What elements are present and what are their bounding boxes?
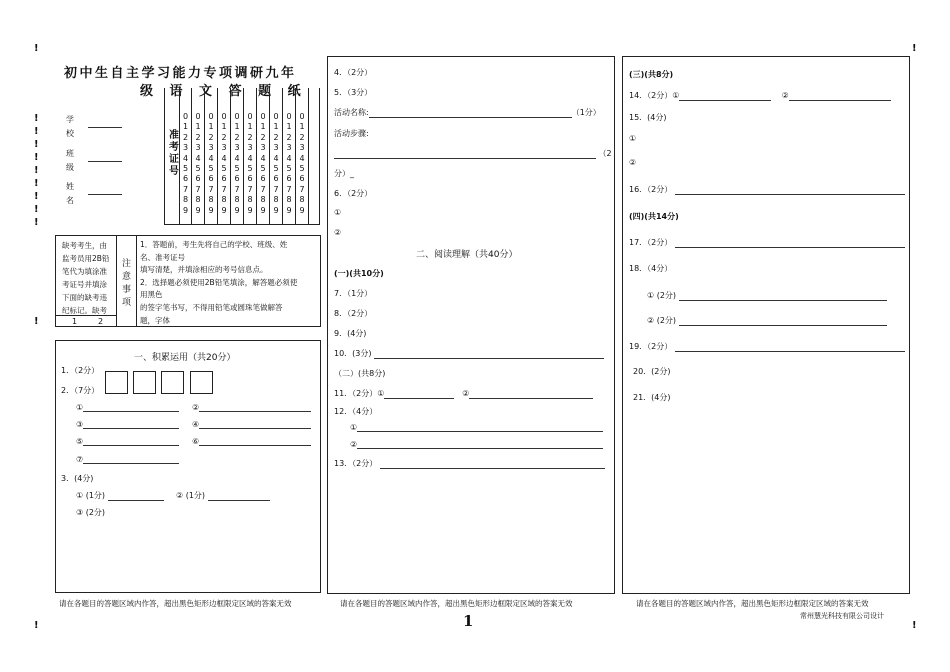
exam-id-digit[interactable]: 2 (195, 132, 201, 142)
question-20: 20．(2分) (633, 367, 671, 376)
exam-id-digit[interactable]: 0 (195, 112, 201, 121)
exam-id-digit[interactable]: 5 (286, 164, 292, 174)
exam-id-digit[interactable]: 7 (208, 184, 214, 194)
question-9: 9．(4分) (334, 329, 367, 338)
exam-id-digit[interactable]: 6 (247, 174, 253, 184)
exam-id-digit[interactable]: 0 (286, 112, 292, 121)
exam-id-digit[interactable]: 3 (273, 143, 279, 153)
question-13[interactable]: 13．（2分） (334, 458, 605, 469)
exam-id-digit[interactable]: 3 (247, 143, 253, 153)
alignment-mark: ! (34, 126, 39, 137)
exam-id-digit[interactable]: 1 (208, 122, 214, 132)
exam-id-digit[interactable]: 6 (182, 174, 189, 184)
exam-id-digit[interactable]: 3 (260, 143, 266, 153)
question-3-1[interactable]: ① (1分) (76, 490, 164, 501)
company-credit: 常州慧光科技有限公司设计 (800, 612, 884, 620)
page-subtitle: 级 语 文 答 题 纸 (140, 84, 307, 99)
question-12: 12．（4分） (334, 407, 378, 416)
question-18: 18．（4分） (629, 264, 673, 273)
section2-title: 二、阅读理解（共40分） (416, 250, 518, 260)
activity-steps-line[interactable]: （2 (334, 148, 612, 159)
name-label: 姓名 (66, 182, 74, 205)
section1-answer-box (55, 340, 321, 593)
exam-id-digit[interactable]: 1 (182, 122, 189, 132)
exam-id-digit[interactable]: 3 (299, 143, 305, 153)
question-3-2[interactable]: ② (1分) (176, 490, 270, 501)
absent-line: 监考员用2B铅 (62, 254, 110, 263)
notes-line: 2．选择题必须使用2B铅笔填涂，解答题必须使 (140, 277, 298, 287)
exam-id-column[interactable] (231, 88, 244, 225)
exam-id-column[interactable] (283, 88, 296, 225)
answer-square-3[interactable] (161, 371, 184, 394)
exam-id-digit[interactable]: 8 (221, 195, 227, 205)
answer-square-4[interactable] (190, 371, 213, 394)
page-title: 初中生自主学习能力专项调研九年 (64, 66, 297, 81)
exam-id-digit[interactable]: 5 (182, 164, 189, 174)
footer-notice: 请在各题目的答题区域内作答，超出黑色矩形边框限定区域的答案无效 (340, 599, 573, 608)
school-input-line[interactable] (88, 127, 122, 128)
exam-id-digit[interactable]: 1 (260, 122, 266, 132)
activity-steps-score: 分）_ (334, 169, 354, 178)
alignment-mark: ! (34, 152, 39, 163)
absent-line: 考证号并填涂 (62, 280, 107, 289)
question-3: 3．(4分) (61, 474, 94, 483)
exam-id-digit[interactable]: 5 (299, 164, 305, 174)
exam-id-digit[interactable]: 5 (208, 164, 214, 174)
exam-id-digit[interactable]: 9 (299, 205, 305, 215)
notes-line: 用黑色 (140, 290, 163, 300)
question-18-1[interactable]: ① (2分) (647, 290, 887, 301)
notes-line: 1．答题前，考生先将自己的学校、班级、姓 (140, 240, 288, 249)
exam-id-digit[interactable]: 4 (260, 153, 266, 163)
class-label: 班级 (66, 149, 74, 172)
exam-id-digit[interactable]: 0 (182, 112, 189, 121)
question-12-1[interactable]: ① (350, 423, 603, 432)
question-17[interactable]: 17．（2分） (629, 237, 905, 248)
exam-id-digit[interactable]: 8 (260, 195, 266, 205)
notes-line: 填写清楚，并填涂相应的考号信息点。 (140, 265, 268, 275)
question-1: 1．（2分） (61, 366, 100, 375)
exam-id-digit[interactable]: 8 (195, 195, 201, 205)
school-field[interactable] (66, 113, 75, 141)
alignment-mark: ! (34, 113, 39, 124)
exam-id-digit[interactable]: 1 (299, 122, 305, 132)
exam-id-column[interactable] (270, 88, 283, 225)
notes-label: 注意事项 (122, 259, 132, 308)
notes-text (140, 239, 320, 327)
alignment-mark: ! (34, 620, 39, 631)
alignment-mark: ! (34, 178, 39, 189)
exam-id-digit[interactable]: 2 (208, 132, 214, 142)
exam-id-column[interactable] (205, 88, 218, 225)
alignment-mark: ! (34, 316, 39, 327)
blank-5[interactable]: ⑤ (76, 437, 179, 446)
exam-id-digit[interactable]: 4 (247, 153, 253, 163)
absent-line: 笔代为填涂准 (62, 267, 107, 276)
exam-id-digit[interactable]: 6 (260, 174, 266, 184)
alignment-mark: ! (34, 204, 39, 215)
exam-id-digit[interactable]: 7 (182, 184, 189, 194)
exam-id-digit[interactable]: 8 (234, 195, 240, 205)
exam-id-digit[interactable]: 9 (182, 205, 189, 215)
exam-id-digit[interactable]: 2 (273, 132, 279, 142)
notes-box (55, 235, 321, 327)
exam-id-label: 准考证号 (169, 130, 179, 177)
part4-header: (四)(共14分) (629, 212, 679, 221)
exam-id-column[interactable] (244, 88, 257, 225)
blank-1[interactable]: ① (76, 403, 179, 412)
exam-id-digit[interactable]: 1 (286, 122, 292, 132)
exam-id-digit[interactable]: 3 (195, 143, 201, 153)
exam-id-digit[interactable]: 7 (286, 184, 292, 194)
exam-id-digit[interactable]: 7 (260, 184, 266, 194)
question-7: 7．（1分） (334, 289, 373, 298)
exam-id-digit[interactable]: 3 (234, 143, 240, 153)
question-6-1: ① (334, 208, 342, 217)
exam-id-digit[interactable]: 9 (286, 205, 292, 215)
exam-id-digit[interactable]: 7 (299, 184, 305, 194)
exam-id-digit[interactable]: 2 (299, 132, 305, 142)
exam-id-digit[interactable]: 8 (299, 195, 305, 205)
exam-id-digit[interactable]: 8 (286, 195, 292, 205)
absent-line: 缺考考生，由 (62, 241, 107, 250)
exam-id-digit[interactable]: 1 (195, 122, 201, 132)
exam-id-digit[interactable]: 7 (234, 184, 240, 194)
question-2: 2．（7分） (61, 386, 100, 395)
exam-id-digit[interactable]: 1 (221, 122, 227, 132)
alignment-mark: ! (34, 139, 39, 150)
question-14[interactable]: 14．（2分）① ② (629, 90, 891, 101)
class-field[interactable] (66, 147, 75, 175)
exam-id-column[interactable] (179, 88, 192, 225)
class-input-line[interactable] (88, 161, 122, 162)
blank-2[interactable]: ② (192, 403, 311, 412)
exam-id-digit[interactable]: 2 (234, 132, 240, 142)
question-5: 5．（3分） (334, 88, 373, 97)
alignment-mark: ! (34, 191, 39, 202)
exam-id-digit[interactable]: 5 (260, 164, 266, 174)
column3-answer-box (622, 56, 910, 594)
activity-name[interactable]: 活动名称: （1分） (334, 108, 601, 117)
exam-id-digit[interactable]: 1 (273, 122, 279, 132)
exam-id-digit[interactable]: 2 (260, 132, 266, 142)
alignment-mark: ! (912, 43, 917, 54)
absent-line: 纪标记。缺考 (62, 306, 107, 315)
school-label: 学校 (66, 115, 74, 138)
exam-id-digit[interactable]: 6 (299, 174, 305, 184)
exam-id-digit[interactable]: 4 (195, 153, 201, 163)
exam-id-digit[interactable]: 8 (273, 195, 279, 205)
footer-notice: 请在各题目的答题区域内作答，超出黑色矩形边框限定区域的答案无效 (636, 599, 869, 608)
question-21: 21．(4分) (633, 393, 671, 402)
question-12-2[interactable]: ② (350, 440, 603, 449)
alignment-mark: ! (34, 43, 39, 54)
exam-id-digit[interactable]: 7 (247, 184, 253, 194)
exam-id-digit[interactable]: 4 (208, 153, 214, 163)
exam-id-digit[interactable]: 6 (234, 174, 240, 184)
exam-id-digit[interactable]: 9 (221, 205, 227, 215)
footer-notice: 请在各题目的答题区域内作答，超出黑色矩形边框限定区域的答案无效 (59, 599, 292, 608)
exam-id-digit[interactable]: 7 (273, 184, 279, 194)
exam-id-digit[interactable]: 4 (182, 153, 189, 163)
question-6: 6．（2分） (334, 189, 373, 198)
question-3-3: ③ (2分) (76, 508, 106, 517)
column2-answer-box (327, 56, 615, 594)
exam-id-digit[interactable]: 6 (221, 174, 227, 184)
exam-id-digit[interactable]: 5 (195, 164, 201, 174)
answer-square-2[interactable] (133, 371, 156, 394)
exam-id-digit[interactable]: 6 (286, 174, 292, 184)
alignment-mark: ! (34, 165, 39, 176)
exam-id-digit[interactable]: 5 (221, 164, 227, 174)
question-15-1: ① (629, 134, 637, 143)
page-number: 1 (463, 612, 474, 630)
exam-id-digit[interactable]: 4 (273, 153, 279, 163)
exam-id-digit[interactable]: 0 (273, 112, 279, 121)
alignment-mark: ! (34, 217, 39, 228)
exam-id-digit[interactable]: 9 (234, 205, 240, 215)
notes-line: 的签字笔书写，不得用铅笔或圆珠笔做解答 (140, 302, 283, 312)
exam-id-digit[interactable]: 0 (260, 112, 266, 121)
exam-id-digit-columns[interactable] (179, 88, 309, 225)
absent-mark-1[interactable]: 1 (72, 317, 78, 326)
exam-id-column[interactable] (257, 88, 270, 225)
exam-id-digit[interactable]: 9 (260, 205, 266, 215)
exam-id-digit[interactable]: 0 (221, 112, 227, 121)
blank-7[interactable]: ⑦ (76, 455, 179, 464)
exam-id-digit[interactable]: 2 (247, 132, 253, 142)
absent-line: 下面的缺考违 (62, 293, 107, 302)
exam-id-digit[interactable]: 5 (234, 164, 240, 174)
exam-id-digit[interactable]: 3 (208, 143, 214, 153)
exam-id-digit[interactable]: 6 (208, 174, 214, 184)
exam-id-digit[interactable]: 0 (208, 112, 214, 121)
blank-6[interactable]: ⑥ (192, 437, 311, 446)
exam-id-digit[interactable]: 7 (195, 184, 201, 194)
question-15-2: ② (629, 158, 637, 167)
exam-id-digit[interactable]: 5 (247, 164, 253, 174)
exam-id-digit[interactable]: 6 (273, 174, 279, 184)
alignment-mark: ! (912, 620, 917, 631)
exam-id-digit[interactable]: 1 (247, 122, 253, 132)
question-15: 15．(4分) (629, 113, 667, 122)
absent-mark-2[interactable]: 2 (98, 317, 104, 326)
exam-id-digit[interactable]: 0 (247, 112, 253, 121)
question-10[interactable]: 10．(3分) (334, 348, 604, 359)
exam-id-digit[interactable]: 9 (273, 205, 279, 215)
exam-id-digit[interactable]: 9 (195, 205, 201, 215)
name-field[interactable] (66, 180, 75, 208)
part3-header: (三)(共8分) (629, 70, 674, 79)
exam-id-digit[interactable]: 1 (234, 122, 240, 132)
activity-steps-label: 活动步骤: (334, 129, 369, 138)
absent-mark-row[interactable] (56, 315, 116, 328)
question-18-2[interactable]: ② (2分) (647, 315, 887, 326)
part2-header: （二）(共8分) (334, 369, 386, 378)
exam-id-digit[interactable]: 7 (221, 184, 227, 194)
question-4: 4．（2分） (334, 68, 373, 77)
exam-id-digit[interactable]: 2 (182, 132, 189, 142)
exam-id-digit[interactable]: 3 (182, 143, 189, 153)
blank-3[interactable]: ③ (76, 420, 179, 429)
question-8: 8．（2分） (334, 309, 373, 318)
exam-id-digit[interactable]: 9 (208, 205, 214, 215)
exam-id-digit[interactable]: 4 (234, 153, 240, 163)
exam-id-digit[interactable]: 8 (208, 195, 214, 205)
exam-id-column[interactable] (296, 88, 309, 225)
exam-id-digit[interactable]: 2 (221, 132, 227, 142)
section1-title: 一、积累运用（共20分） (134, 353, 236, 363)
exam-id-digit[interactable]: 4 (221, 153, 227, 163)
exam-id-column[interactable] (192, 88, 205, 225)
question-16[interactable]: 16．（2分） (629, 184, 905, 195)
exam-id-digit[interactable]: 2 (286, 132, 292, 142)
part1-header: (一)(共10分) (334, 269, 384, 278)
exam-id-digit[interactable]: 3 (286, 143, 292, 153)
notes-line: 名、准考证号 (140, 252, 185, 262)
exam-id-digit[interactable]: 4 (286, 153, 292, 163)
answer-square-1[interactable] (105, 371, 128, 394)
exam-id-digit[interactable]: 8 (182, 195, 189, 205)
question-11[interactable]: 11．（2分）① ② (334, 388, 593, 399)
question-6-2: ② (334, 228, 342, 237)
exam-id-digit[interactable]: 0 (299, 112, 305, 121)
exam-id-grid (164, 88, 320, 225)
exam-id-digit[interactable]: 3 (221, 143, 227, 153)
question-19[interactable]: 19．（2分） (629, 341, 905, 352)
exam-id-digit[interactable]: 8 (247, 195, 253, 205)
notes-line: 题，字体 (140, 315, 170, 325)
exam-id-digit[interactable]: 4 (299, 153, 305, 163)
absent-note (62, 239, 118, 317)
exam-id-column[interactable] (218, 88, 231, 225)
exam-id-digit[interactable]: 5 (273, 164, 279, 174)
name-input-line[interactable] (88, 194, 122, 195)
exam-id-digit[interactable]: 9 (247, 205, 253, 215)
exam-id-digit[interactable]: 0 (234, 112, 240, 121)
blank-4[interactable]: ④ (192, 420, 311, 429)
exam-id-digit[interactable]: 6 (195, 174, 201, 184)
